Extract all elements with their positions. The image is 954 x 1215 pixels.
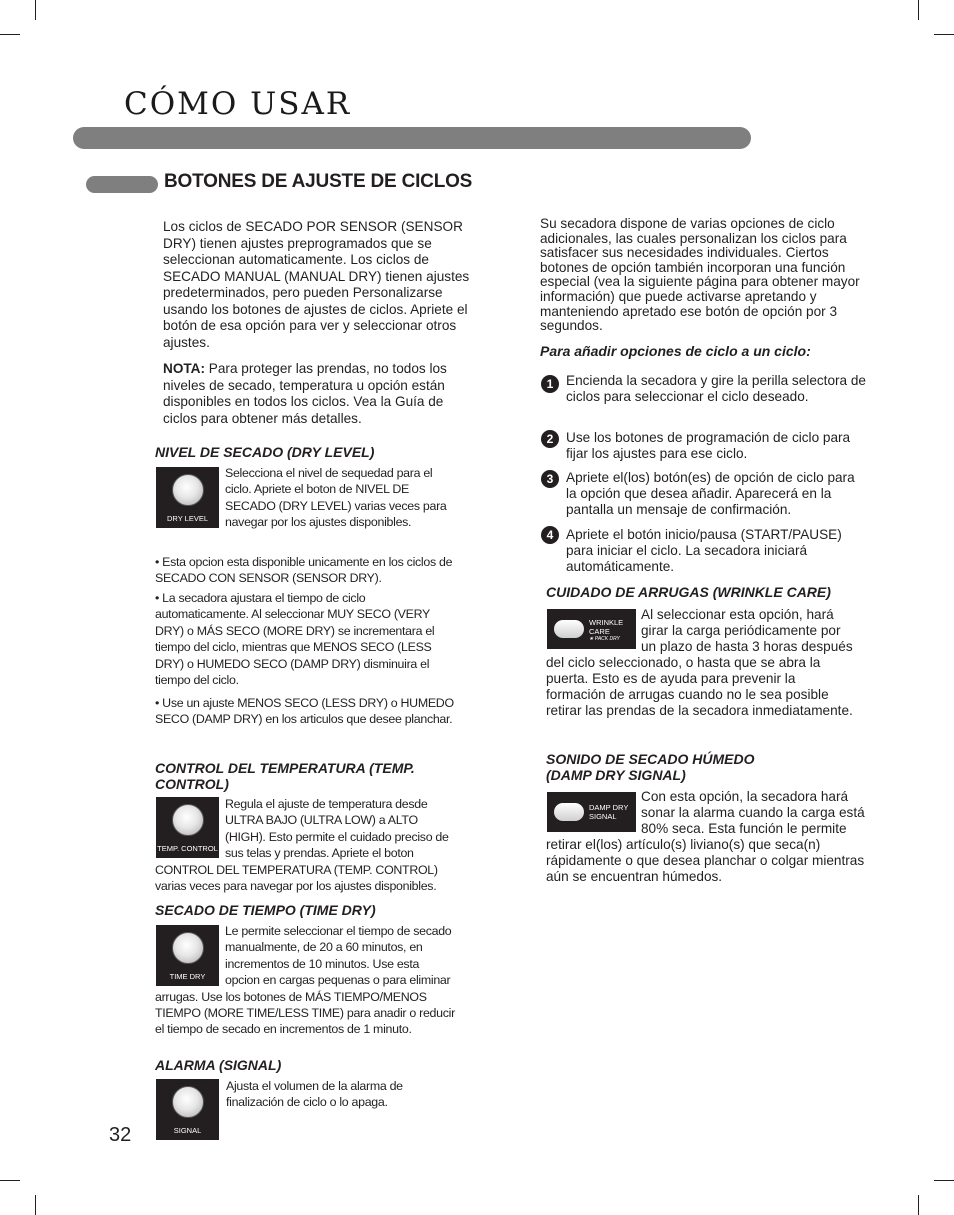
wrinkle-care-heading: CUIDADO DE ARRUGAS (WRINKLE CARE) — [546, 584, 831, 600]
knob-icon — [172, 1086, 204, 1118]
signal-button[interactable] — [156, 1079, 219, 1140]
temp-control-description: Regula el ajuste de temperatura desde ULTRA BAJO (ULTRA LOW) a ALTO (HIGH). Esto permite el cuidado preciso de sus telas y prendas. Apriete el boton CONTROL DEL TEMPERATURA (TEMP. CONTROL) varias veces para navegar por los ajustes disponibles. — [155, 797, 449, 894]
step-1-text: Encienda la secadora y gire la perilla selectora de ciclos para seleccionar el ciclo deseado. — [566, 373, 866, 404]
temp-control-button-label: TEMP. CONTROL — [157, 844, 218, 853]
dry-level-description: Selecciona el nivel de sequedad para el ciclo. Apriete el boton de NIVEL DE SECADO (DRY LEVEL) varias veces para navegar por los ajustes disponibles. — [225, 466, 447, 530]
step-2-text: Use los botones de programación de ciclo para fijar los ajustes para ese ciclo. — [566, 430, 851, 461]
dry-level-bullet-2: • La secadora ajustara el tiempo de ciclo automaticamente. Al seleccionar MUY SECO (VERY DRY) o MÁS SECO (MORE DRY) se incrementara el tiempo del ciclo, mientras que MENOS SECO (LESS DRY) o HUMEDO SECO (DAMP DRY) disminuira el tiempo del ciclo. — [155, 591, 435, 688]
dry-level-bullet-3: • Use un ajuste MENOS SECO (LESS DRY) o HUMEDO SECO (DAMP DRY) en los articulos que desee planchar. — [155, 696, 454, 727]
crop-mark — [934, 1180, 954, 1181]
note-paragraph — [163, 361, 473, 427]
damp-dry-heading-line2: (DAMP DRY SIGNAL) — [546, 767, 686, 783]
dry-level-text — [155, 465, 455, 531]
wrinkle-care-description: Al seleccionar esta opción, hará girar la carga periódicamente por un plazo de hasta 3 horas después del ciclo seleccionado, o hasta que se abra la puerta. Esto es de ayuda para prevenir la formación de arrugas cuando no le sea posible retirar las prendas de la secadora inmediatamente. — [546, 607, 853, 718]
add-options-heading: Para añadir opciones de ciclo a un ciclo: — [540, 343, 811, 359]
damp-label-line2: SIGNAL — [589, 812, 617, 821]
time-dry-description: Le permite seleccionar el tiempo de secado manualmente, de 20 a 60 minutos, en incrementos de 10 minutos. Use esta opcion en cargas pequenas o para eliminar arrugas. Use los botones de MÁS TIEMPO/MENOS TIEMPO (MORE TIME/LESS TIME) para anadir o reducir el tiempo de secado en incrementos de 1 minuto. — [155, 924, 455, 1037]
dry-level-heading: NIVEL DE SECADO (DRY LEVEL) — [155, 444, 375, 460]
section-title: BOTONES DE AJUSTE DE CICLOS — [164, 171, 473, 192]
page-title: CÓMO USAR — [124, 86, 352, 122]
time-dry-button-label: TIME DRY — [169, 972, 206, 981]
intro-paragraph: Los ciclos de SECADO POR SENSOR (SENSOR DRY) tienen ajustes preprogramados que se seleccionan automaticamente. Los ciclos de SECADO MANUAL (MANUAL DRY) tienen ajustes predeterminados, pero pueden Personalizarse usando los botones de ajustes de ciclos. Apriete el botón de esa opción para ver y seleccionar otros ajustes. — [163, 219, 470, 350]
temp-control-text — [155, 796, 455, 894]
temp-control-heading — [155, 760, 415, 792]
options-intro: Su secadora dispone de varias opciones de ciclo adicionales, las cuales personalizan los ciclos para satisfacer sus necesidades individuales. Ciertos botones de opción también incorporan una función especial (vea la siguiente página para obtener mayor información) que puede activarse apretando y manteniendo apretado ese botón de opción por 3 segundos. — [540, 216, 860, 334]
page-number: 32 — [109, 1124, 132, 1146]
wrinkle-care-button-sub: ★ PACK DRY — [589, 636, 620, 642]
header-bar — [73, 127, 751, 149]
crop-mark — [918, 0, 919, 20]
step-3-number: 3 — [541, 470, 559, 488]
crop-mark — [0, 1180, 20, 1181]
note-label: NOTA: — [163, 361, 206, 376]
time-dry-text — [155, 923, 455, 1038]
signal-button-label: SIGNAL — [173, 1126, 202, 1135]
wrinkle-care-text — [546, 607, 856, 719]
damp-dry-heading-line1: SONIDO DE SECADO HÚMEDO — [546, 751, 755, 767]
crop-mark — [35, 0, 36, 20]
wrinkle-label-line1: WRINKLE — [589, 618, 624, 627]
temp-control-heading-text: CONTROL DEL TEMPERATURA (TEMP. CONTROL) — [155, 760, 415, 792]
crop-mark — [934, 34, 954, 35]
wrinkle-label-line2: CARE — [589, 627, 610, 636]
crop-mark — [918, 1195, 919, 1215]
signal-text: Ajusta el volumen de la alarma de finalización de ciclo o lo apaga. — [226, 1079, 403, 1110]
crop-mark — [35, 1195, 36, 1215]
step-3-text: Apriete el(los) botón(es) de opción de ciclo para la opción que desea añadir. Aparecerá en la pantalla un mensaje de confirmación. — [566, 470, 855, 517]
crop-mark — [0, 34, 20, 35]
time-dry-heading: SECADO DE TIEMPO (TIME DRY) — [155, 902, 376, 918]
dry-level-button-label: DRY LEVEL — [167, 514, 208, 523]
step-1-number: 1 — [541, 375, 559, 393]
damp-dry-heading — [546, 751, 754, 783]
section-marker — [86, 176, 158, 193]
damp-label-line1: DAMP DRY — [589, 803, 629, 812]
note-text: Para proteger las prendas, no todos los niveles de secado, temperatura u opción están disponibles en todos los ciclos. Vea la Guía de ciclos para obtener más detalles. — [163, 361, 447, 426]
damp-dry-text — [546, 789, 868, 885]
dry-level-bullet-1: • Esta opcion esta disponible unicamente en los ciclos de SECADO CON SENSOR (SENSOR DRY). — [155, 555, 453, 586]
signal-heading: ALARMA (SIGNAL) — [155, 1057, 282, 1073]
step-2-number: 2 — [541, 430, 559, 448]
step-4-number: 4 — [541, 526, 559, 544]
step-4-text: Apriete el botón inicio/pausa (START/PAUSE) para iniciar el ciclo. La secadora iniciará automáticamente. — [566, 527, 842, 574]
damp-dry-description: Con esta opción, la secadora hará sonar la alarma cuando la carga está 80% seca. Esta función le permite retirar el(los) artículo(s) liviano(s) que seca(n) rápidamente o que desea planchar o colgar mientras aún se encuentran húmedos. — [546, 789, 865, 884]
